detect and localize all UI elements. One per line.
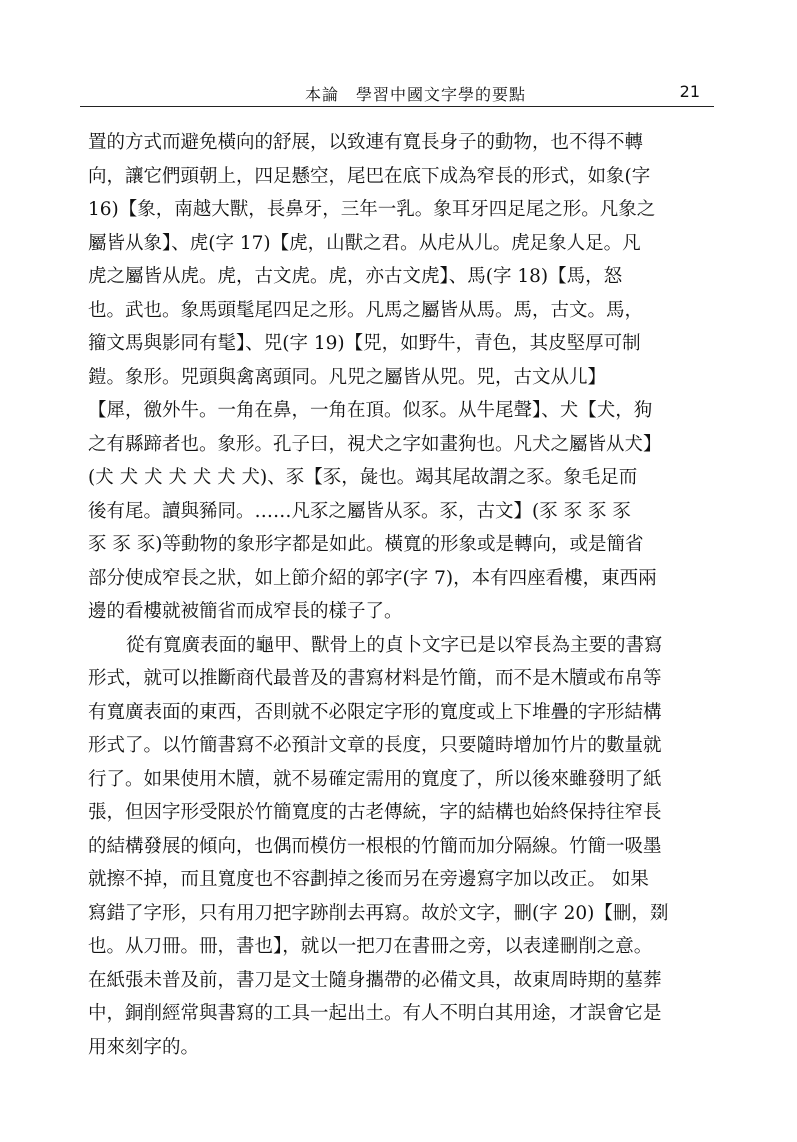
paragraph-1 bbox=[88, 126, 712, 629]
text-line: 也。从刀冊。冊，書也】，就以一把刀在書冊之旁，以表達刪削之意。 bbox=[88, 936, 653, 957]
text-line: 虎之屬皆从虎。虎，古文虎。虎，亦古文虎】、馬(字 18)【馬，怒 bbox=[88, 266, 623, 287]
text-line: 也。武也。象馬頭髦尾四足之形。凡馬之屬皆从馬。馬，古文。馬， bbox=[88, 299, 644, 321]
text-line: 之有縣蹄者也。象形。孔子曰，視犬之字如畫狗也。凡犬之屬皆从犬】 bbox=[88, 433, 662, 455]
text-line: 後有尾。讀與豨同。……凡豕之屬皆从豕。豕，古文】(豕 豕 豕 豕 bbox=[88, 500, 631, 522]
text-line: 的結構發展的傾向，也偶而模仿一根根的竹簡而加分隔線。竹簡一吸墨 bbox=[88, 835, 662, 857]
text-line: 中，銅削經常與書寫的工具一起出土。有人不明白其用途，才誤會它是 bbox=[88, 1003, 662, 1024]
paragraph-2 bbox=[88, 629, 712, 1065]
text-line: 張，但因字形受限於竹簡寬度的古老傳統，字的結構也始終保持往窄長 bbox=[88, 802, 662, 823]
text-line: 16)【象，南越大獸，長鼻牙，三年一乳。象耳牙四足尾之形。凡象之 bbox=[88, 199, 656, 220]
text-line: 向，讓它們頭朝上，四足懸空，尾巴在底下成為窄長的形式，如象(字 bbox=[88, 165, 651, 187]
text-line: 行了。如果使用木牘，就不易確定需用的寬度了，所以後來雖發明了紙 bbox=[88, 768, 662, 790]
text-line: 籀文馬與影同有髦】、兕(字 19)【兕，如野牛，青色，其皮堅厚可制 bbox=[88, 333, 641, 354]
header-title: 本論 學習中國文字學的要點 bbox=[305, 85, 527, 104]
text-line: 鎧。象形。兕頭與禽离頭同。凡兕之屬皆从兕。兕，古文从儿】 bbox=[88, 366, 607, 388]
text-line: 用來刻字的。 bbox=[88, 1036, 200, 1058]
text-line: 就擦不掉，而且寬度也不容劃掉之後而另在旁邊寫字加以改正。 如果 bbox=[88, 869, 649, 890]
text-line: 形式了。以竹簡書寫不必預計文章的長度，只要隨時增加竹片的數量就 bbox=[88, 735, 662, 756]
text-line: 有寬廣表面的東西，否則就不必限定字形的寬度或上下堆疊的字形結構 bbox=[88, 701, 662, 723]
text-line: 在紙張未普及前，書刀是文士隨身攜帶的必備文具，故東周時期的墓葬 bbox=[88, 969, 662, 991]
text-line: 【犀，徼外牛。一角在鼻，一角在頂。似豕。从牛尾聲】、犬【犬，狗 bbox=[88, 400, 653, 421]
body-text bbox=[88, 126, 712, 1064]
text-line: 豕 豕 豕)等動物的象形字都是如此。橫寬的形象或是轉向，或是簡省 bbox=[88, 534, 644, 555]
text-line: 寫錯了字形，只有用刀把字跡削去再寫。故於文字，刪(字 20)【刪，剟 bbox=[88, 902, 669, 924]
text-line: 置的方式而避免橫向的舒展，以致連有寬長身子的動物，也不得不轉 bbox=[88, 132, 644, 153]
text-line: 邊的看樓就被簡省而成窄長的樣子了。 bbox=[88, 601, 403, 622]
text-line: (犬 犬 犬 犬 犬 犬 犬)、豕【豕，彘也。竭其尾故謂之豕。象毛足而 bbox=[88, 467, 638, 488]
text-line: 部分使成窄長之狀，如上節介紹的郭字(字 7)，本有四座看樓，東西兩 bbox=[88, 567, 657, 589]
text-line: 屬皆从象】、虎(字 17)【虎，山獸之君。从虍从儿。虎足象人足。凡 bbox=[88, 232, 641, 254]
text-line: 形式，就可以推斷商代最普及的書寫材料是竹簡，而不是木牘或布帛等 bbox=[88, 668, 662, 689]
page-number: 21 bbox=[679, 82, 700, 101]
running-header bbox=[80, 78, 714, 107]
text-line: 從有寬廣表面的龜甲、獸骨上的貞卜文字已是以窄長為主要的書寫 bbox=[126, 634, 663, 656]
